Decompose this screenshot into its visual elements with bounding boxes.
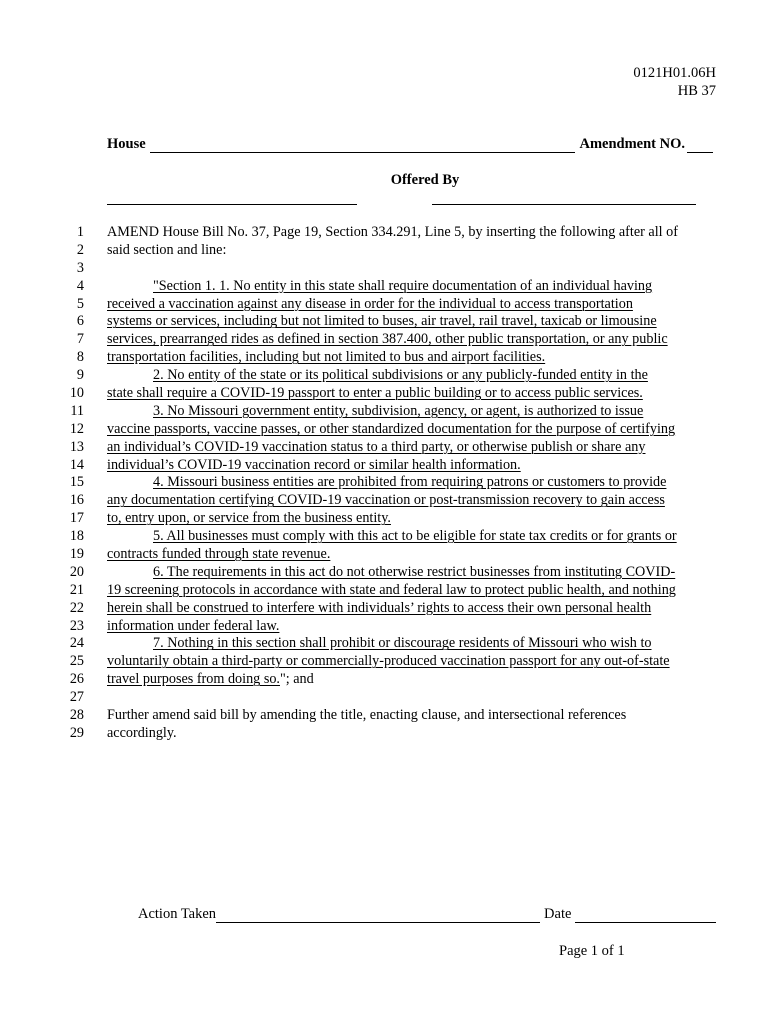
line-text-content: accordingly. [107,724,177,741]
document-code-block [633,64,716,100]
line-text [153,474,666,492]
line-text-content: 5. All businesses must comply with this act to be eligible for state tax credits or for grants or [153,528,677,545]
body-line [0,546,770,564]
line-number: 7 [76,331,84,348]
body-line [0,635,770,653]
line-text-content: services, prearranged rides as defined in section 387.400, other public transportation, or any public [107,331,668,348]
body-line [0,564,770,582]
body-line [0,260,770,278]
body-line [0,224,770,242]
line-text [107,439,645,457]
line-text-content: herein shall be construed to interfere with individuals’ rights to access their own personal health [107,599,652,616]
line-text [107,242,226,260]
line-number: 19 [69,546,84,563]
line-number: 25 [69,653,84,670]
line-text [153,635,652,653]
action-taken-blank [216,909,540,923]
line-text [107,725,177,743]
line-text [107,421,675,439]
line-text-content: vaccine passports, vaccine passes, or other standardized documentation for the purpose of certifying [107,420,676,437]
house-blank-line [150,139,576,153]
offered-by-signature-line-left [107,204,357,205]
action-footer [138,906,716,923]
line-text-content: received a vaccination against any disease in order for the individual to access transportation [107,295,633,312]
line-text-content: transportation facilities, including but not limited to bus and airport facilities. [107,349,546,366]
line-number: 1 [76,224,84,240]
line-text-content: travel purposes from doing so. [107,671,280,688]
line-number: 2 [76,241,84,258]
line-text-content: contracts funded through state revenue. [107,546,331,563]
line-text-content: "Section 1. 1. No entity in this state shall require documentation of an individual having [153,277,653,294]
line-text [107,671,314,689]
body-line [0,313,770,331]
line-number: 9 [76,367,84,384]
line-text [153,564,675,582]
body-line [0,689,770,707]
line-text-content: 19 screening protocols in accordance with state and federal law to protect public health, and nothing [107,581,676,598]
line-text [153,367,648,385]
body-line [0,492,770,510]
body-line [0,278,770,296]
line-text-content: systems or services, including but not limited to buses, air travel, rail travel, taxicab or limousine [107,313,657,330]
document-code: 0121H01.06H [633,65,716,81]
line-text-content: 4. Missouri business entities are prohibited from requiring patrons or customers to provide [153,474,667,491]
line-text [153,528,677,546]
line-number: 16 [69,492,84,509]
body-line [0,671,770,689]
line-text [107,618,279,636]
line-number: 6 [76,313,84,330]
offered-by-signature-line-right [432,204,696,205]
offered-by-label: Offered By [390,172,460,188]
line-text-content: AMEND House Bill No. 37, Page 19, Section 334.291, Line 5, by inserting the following after all of [107,224,678,240]
body-line [0,349,770,367]
line-text [107,510,391,528]
line-number: 27 [69,689,84,706]
amendment-body [0,224,770,743]
line-number: 5 [76,295,84,312]
line-text [107,707,626,725]
line-text-content: information under federal law. [107,617,280,634]
line-number: 4 [76,277,84,294]
line-text-content: 2. No entity of the state or its political subdivisions or any publicly-funded entity in the [153,367,648,384]
line-number: 24 [69,635,84,652]
line-text-content: 3. No Missouri government entity, subdivision, agency, or agent, is authorized to issue [153,402,644,419]
body-line [0,403,770,421]
date-blank [575,909,716,923]
line-text-content: state shall require a COVID-19 passport to enter a public building or to access public services. [107,385,643,402]
line-text-suffix: "; and [279,671,314,688]
line-text [107,385,643,403]
line-text-content: Further amend said bill by amending the title, enacting clause, and intersectional references [107,707,627,724]
line-text-content: any documentation certifying COVID-19 vaccination or post-transmission recovery to gain access [107,492,665,509]
house-label: House [107,136,146,152]
body-line [0,707,770,725]
body-line [0,385,770,403]
line-number: 22 [69,599,84,616]
line-number: 18 [69,528,84,545]
line-number: 15 [69,474,84,491]
body-line [0,421,770,439]
line-text [107,600,651,618]
body-line [0,439,770,457]
line-text-content: said section and line: [107,241,227,258]
line-number: 11 [70,402,84,419]
body-line [0,510,770,528]
line-text [153,403,643,421]
line-text [107,349,545,367]
date-label: Date [544,906,572,922]
line-number: 29 [69,724,84,741]
body-line [0,582,770,600]
line-text [107,296,633,314]
line-number: 20 [69,563,84,580]
body-line [0,618,770,636]
line-number: 13 [69,438,84,455]
page-number: Page 1 of 1 [559,943,625,959]
body-line [0,367,770,385]
action-taken-label: Action Taken [138,906,217,922]
line-text-content: 7. Nothing in this section shall prohibit or discourage residents of Missouri who wish to [153,635,652,652]
body-line [0,528,770,546]
amendment-number-blank [687,139,713,153]
body-line [0,331,770,349]
body-line [0,457,770,475]
line-number: 12 [69,420,84,437]
body-line [0,725,770,743]
line-text [107,492,665,510]
line-text [107,653,670,671]
bill-reference: HB 37 [677,83,716,99]
line-text [107,546,330,564]
line-number: 14 [69,456,84,473]
line-number: 21 [69,581,84,598]
line-text-content: individual’s COVID-19 vaccination record or similar health information. [107,456,521,473]
line-text [107,313,657,331]
line-text-content: voluntarily obtain a third-party or commercially-produced vaccination passport for any out-of-state [107,653,670,670]
line-number: 17 [69,510,84,527]
line-text [107,224,678,242]
line-number: 28 [69,707,84,724]
amendment-number-label: Amendment NO. [579,136,685,152]
line-number: 23 [69,617,84,634]
line-text [107,457,521,475]
line-number: 26 [69,671,84,688]
line-text [107,582,676,600]
body-line [0,242,770,260]
body-line [0,474,770,492]
body-line [0,600,770,618]
line-text-content: to, entry upon, or service from the business entity. [107,510,391,527]
line-text [107,331,668,349]
line-number: 8 [76,349,84,366]
body-line [0,653,770,671]
amendment-header [107,136,713,153]
line-text [153,278,652,296]
line-number: 3 [76,259,84,276]
line-text-content: 6. The requirements in this act do not otherwise restrict businesses from instituting COVID- [153,563,676,580]
line-number: 10 [69,385,84,402]
body-line [0,296,770,314]
line-text-content: an individual’s COVID-19 vaccination status to a third party, or otherwise publish or share any [107,438,646,455]
